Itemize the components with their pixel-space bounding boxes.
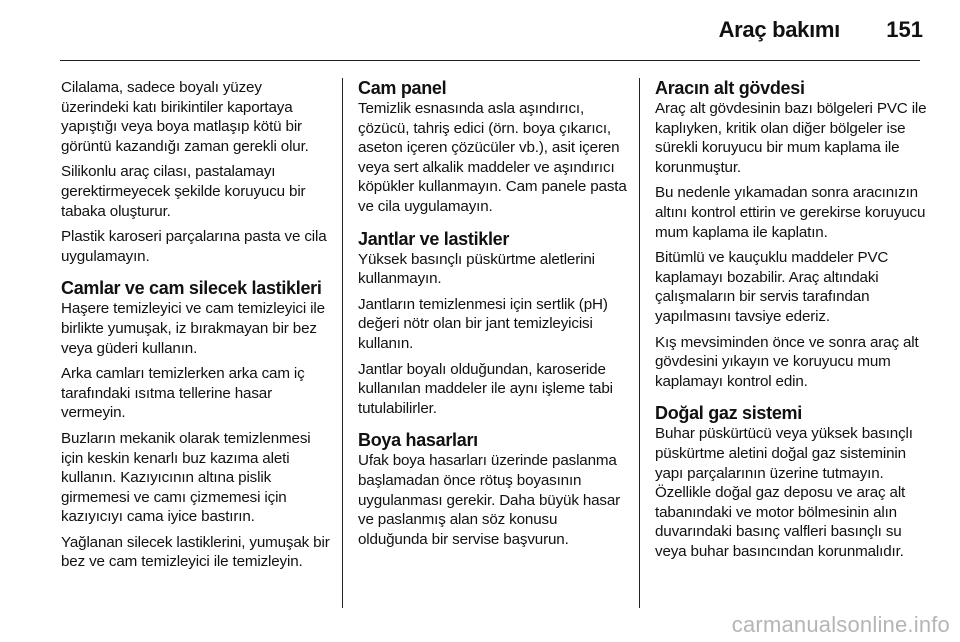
paragraph: Jantların temizlenmesi için sertlik (pH) değeri nötr olan bir jant temizleyicisi kullanın.: [358, 295, 608, 352]
section-heading: Cam panel: [358, 78, 447, 98]
section-heading: Camlar ve cam silecek lastikleri: [61, 278, 322, 299]
paragraph: Plastik karoseri parçalarına pasta ve cila uygulamayın.: [61, 228, 327, 265]
paragraph: Bitümlü ve kauçuklu maddeler PVC kaplamayı bozabilir. Araç altındaki çalışmaların bir servis tarafından yapılmasını tavsiye ederiz.: [655, 249, 889, 325]
paragraph: Arka camları temizlerken arka cam iç tarafındaki ısıtma tellerine hasar vermeyin.: [61, 365, 305, 422]
section-heading: Jantlar ve lastikler: [358, 228, 510, 249]
text-column-3: [655, 78, 927, 567]
paragraph: Yağlanan silecek lastiklerini, yumuşak bir bez ve cam temizleyici ile temizleyin.: [61, 533, 330, 571]
section-title: Araç bakımı: [718, 17, 840, 42]
paragraph: Kış mevsiminden önce ve sonra araç alt gövdesini yıkayın ve koruyucu mum kaplamayı kontrol edin.: [655, 333, 919, 390]
paragraph: Temizlik esnasında asla aşındırıcı, çözücü, tahriş edici (örn. boya çıkarıcı, aseton içeren çözücüler vb.), asit içeren veya sert alkalik maddeler ve aşındırıcı köpükler kullanmayın. Cam panele pasta ve cila uygulamayın.: [358, 100, 627, 215]
column-divider-2: [639, 78, 640, 608]
paragraph: Buhar püskürtücü veya yüksek basınçlı püskürtme aletini doğal gaz sisteminin yapı parçalarının üzerine tutmayın. Özellikle doğal gaz deposu ve araç alt tabanındaki ve motor bölmesinin alın duvarındaki basınç valfleri basınçlı su veya buhar basıncından korunmalıdır.: [655, 425, 913, 560]
text-column-1: [61, 78, 333, 578]
column-divider-1: [342, 78, 343, 608]
paragraph: Silikonlu araç cilası, pastalamayı gerektirmeyecek şekilde koruyucu bir tabaka oluşturur.: [61, 163, 306, 220]
page-number: 151: [886, 17, 923, 42]
paragraph: Yüksek basınçlı püskürtme aletlerini kullanmayın.: [358, 250, 595, 288]
paragraph: Araç alt gövdesinin bazı bölgeleri PVC ile kaplıyken, kritik olan diğer bölgeler ise sürekli koruyucu bir mum kaplama ile korunmuştur.: [655, 100, 927, 176]
paragraph: Bu nedenle yıkamadan sonra aracınızın altını kontrol ettirin ve gerekirse koruyucu mum kaplama ile kaplatın.: [655, 184, 926, 241]
section-heading: Aracın alt gövdesi: [655, 78, 805, 98]
text-column-2: [358, 78, 630, 555]
paragraph: Jantlar boyalı olduğundan, karoseride kullanılan maddeler ile aynı işleme tabi tutulabilirler.: [358, 360, 613, 417]
paragraph: Cilalama, sadece boyalı yüzey üzerindeki katı birikintiler kaportaya yapıştığı veya boya matlaşıp kötü bir görüntü kazandığı zaman gerekli olur.: [61, 79, 309, 155]
page-header: [0, 0, 960, 60]
paragraph: Buzların mekanik olarak temizlenmesi için keskin kenarlı buz kazıma aleti kullanın. Kazıyıcının altına pislik girmemesi ve camı çizmemesi için kazıyıcıyı cama iyice bastırın.: [61, 429, 311, 526]
paragraph: Haşere temizleyici ve cam temizleyici ile birlikte yumuşak, iz bırakmayan bir bez veya güderi kullanın.: [61, 300, 325, 357]
header-divider: [60, 60, 920, 61]
paragraph: Ufak boya hasarları üzerinde paslanma başlamadan önce rötuş boyasının uygulanması gerekir. Daha büyük hasar ve paslanmış alan söz konusu olduğunda bir servise başvurun.: [358, 452, 621, 548]
section-heading: Boya hasarları: [358, 430, 478, 451]
watermark-text: carmanualsonline.info: [731, 612, 950, 637]
section-heading: Doğal gaz sistemi: [655, 403, 802, 424]
